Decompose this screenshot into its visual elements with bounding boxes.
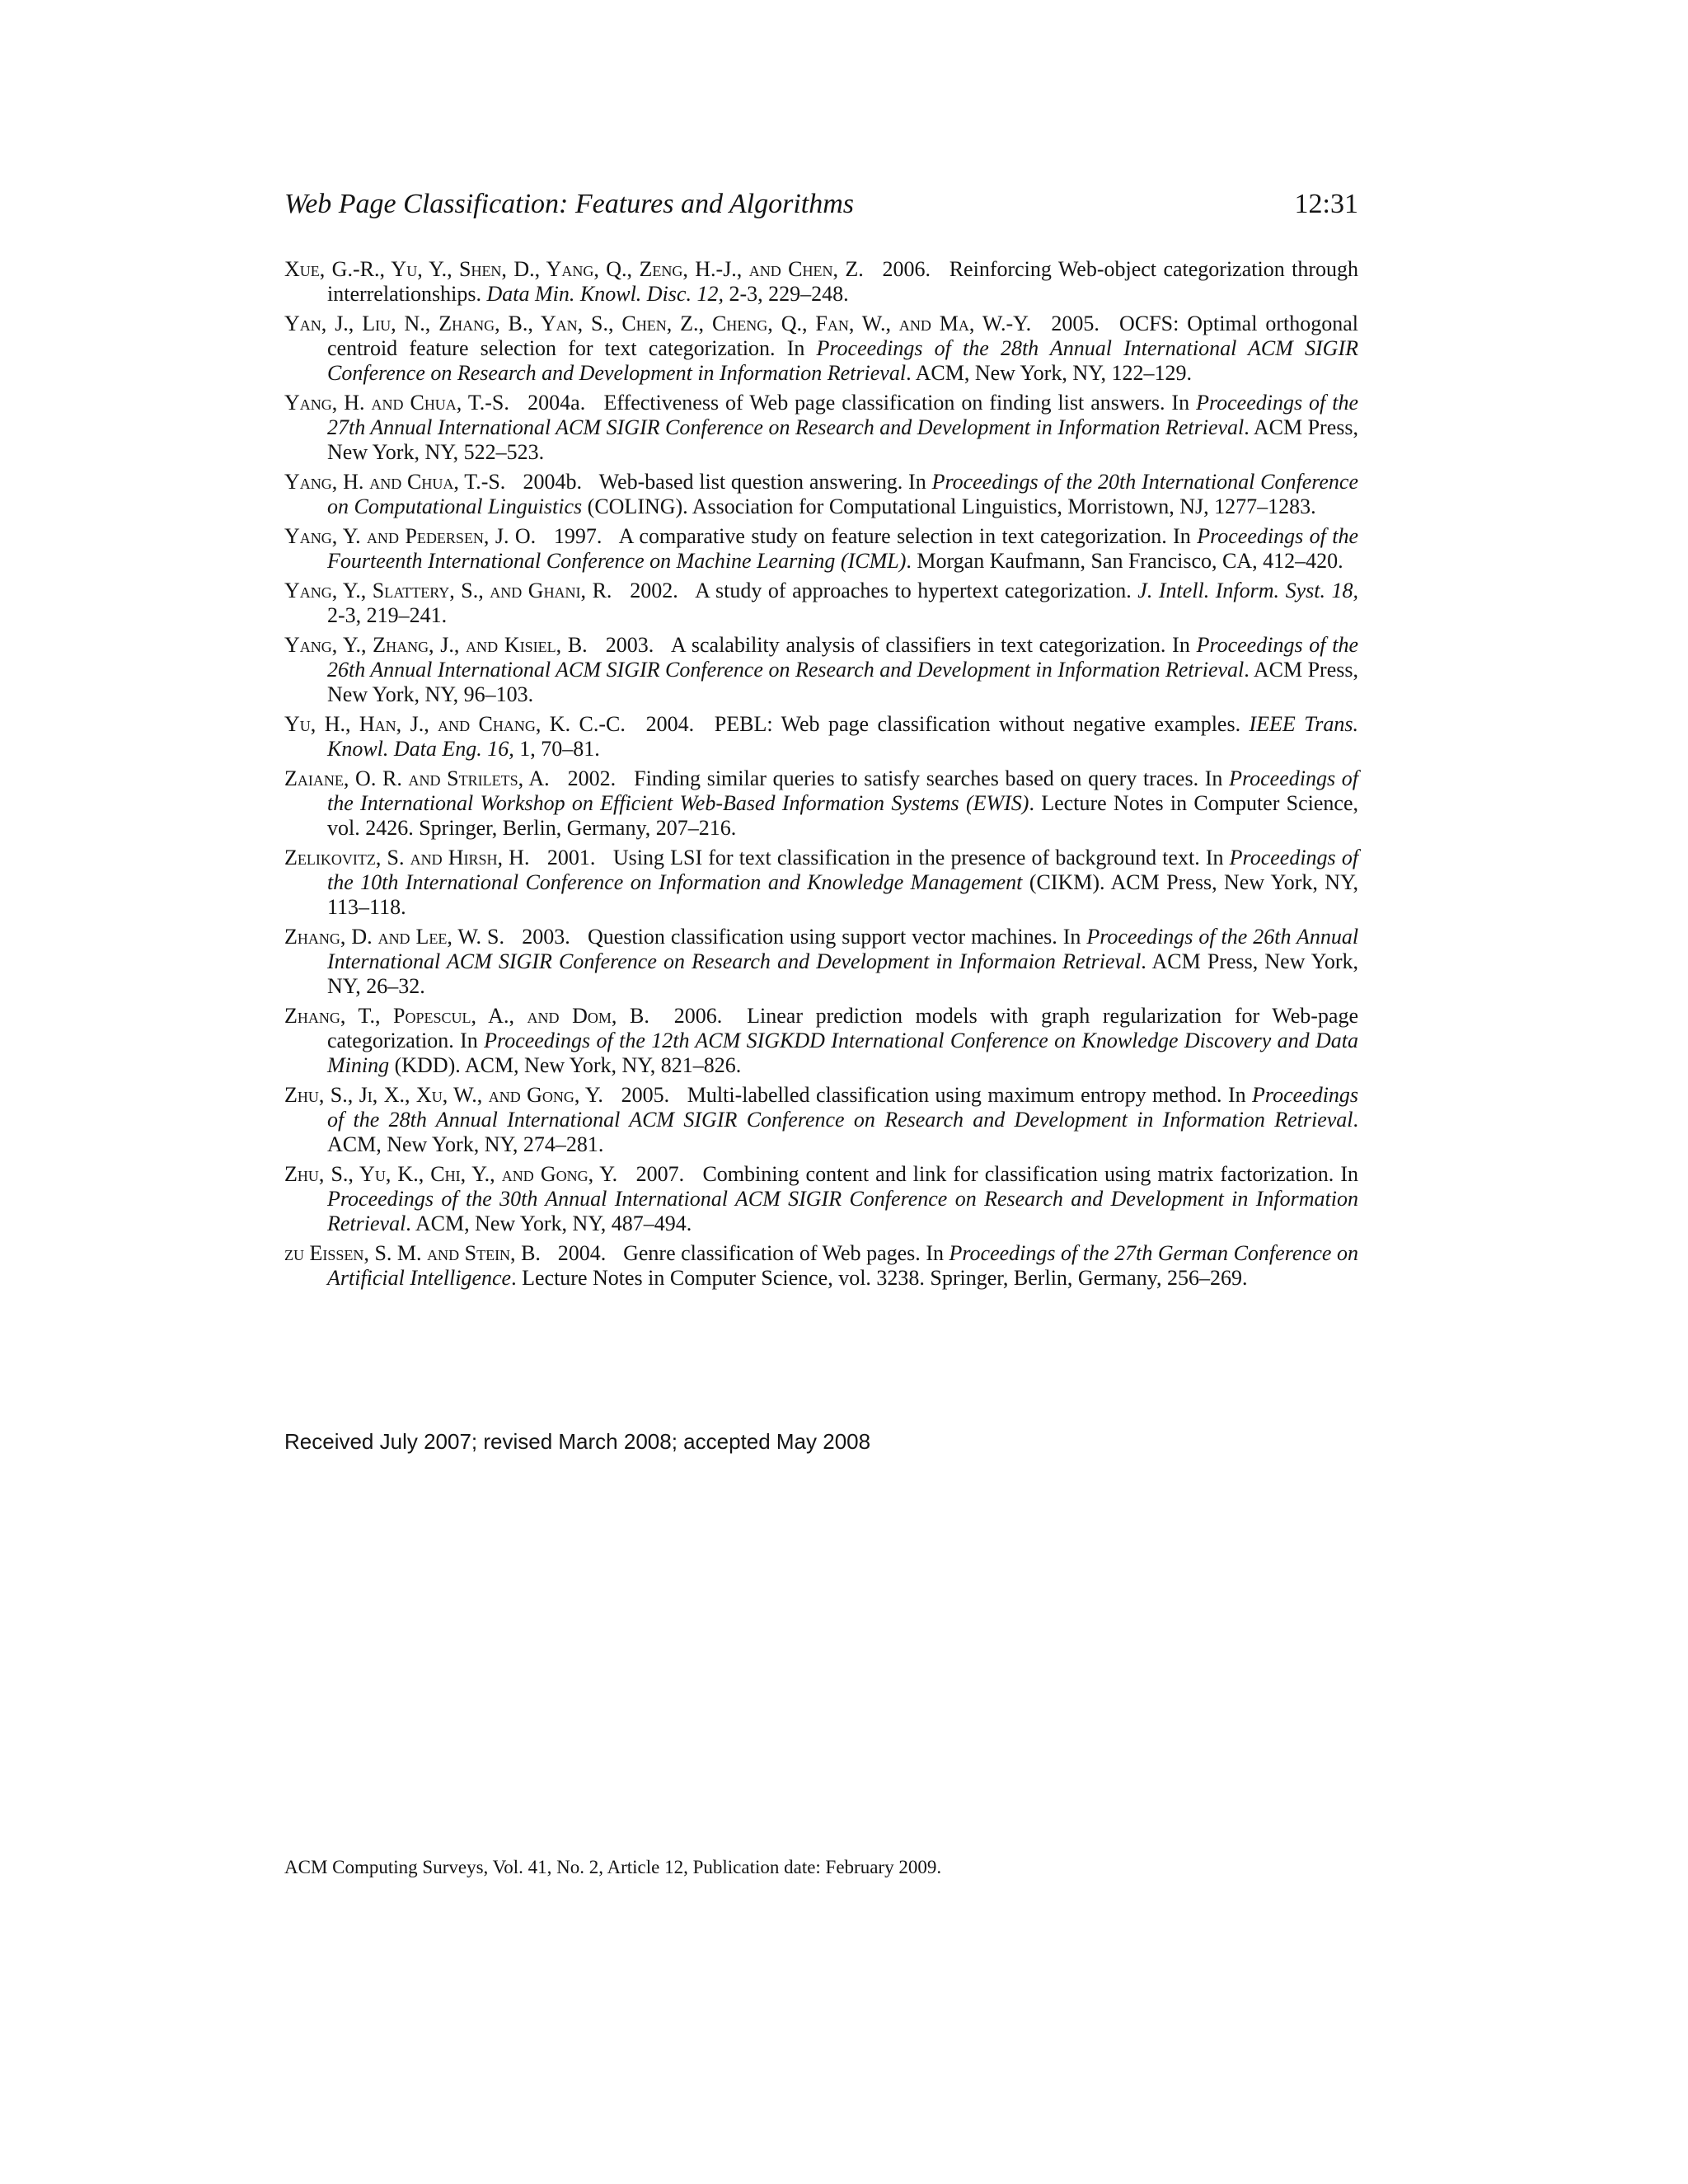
reference-venue: Proceedings of the 27th Annual International ACM SIGIR Conference on Research and Development in Information Retrieval [327,391,1359,439]
reference-text: OCFS: Optimal orthogonal centroid feature selection for text categorization. In [327,312,1359,360]
reference-year: 1997. [553,524,603,548]
reference-text: Finding similar queries to satisfy searches based on query traces. In [634,766,1223,790]
reference-text: Effectiveness of Web page classification on finding list answers. In [603,391,1190,415]
received-note: Received July 2007; revised March 2008; accepted May 2008 [284,1429,871,1454]
reference-year: 2002. [567,766,617,790]
reference-entry [284,257,1358,307]
reference-entry [284,1083,1358,1157]
reference-text: Question classification using support vector machines. In [587,925,1081,949]
reference-authors: Zhang, T., Popescul, A., and Dom, B. [284,1004,649,1028]
reference-year: 2007. [635,1162,685,1186]
reference-text: A comparative study on feature selection in text categorization. In [618,524,1191,548]
reference-tail: . ACM Press, New York, NY, 26–32. [327,949,1358,998]
reference-venue: Proceedings of the 26th Annual International ACM SIGIR Conference on Research and Development in Informaion Retrieval [327,925,1359,973]
reference-authors: Xue, G.-R., Yu, Y., Shen, D., Yang, Q., Zeng, H.-J., and Chen, Z. [284,257,864,281]
reference-entry [284,925,1358,999]
reference-year: 2001. [546,846,596,869]
reference-text: Linear prediction models with graph regularization for Web-page categorization. In [327,1004,1359,1052]
reference-entry [284,524,1358,574]
reference-authors: Yang, Y., Zhang, J., and Kisiel, B. [284,633,588,657]
reference-entry [284,712,1358,762]
reference-tail: . ACM Press, New York, NY, 522–523. [327,415,1358,464]
reference-year: 2004. [645,712,695,736]
reference-text: Genre classification of Web pages. In [623,1241,944,1265]
reference-entry [284,766,1358,841]
reference-text: Reinforcing Web-object categorization through interrelationships. [327,257,1359,306]
reference-authors: Zaiane, O. R. and Strilets, A. [284,766,550,790]
reference-venue: Data Min. Knowl. Disc. 12, [486,282,724,306]
reference-venue: IEEE Trans. Knowl. Data Eng. 16, [327,712,1358,761]
reference-venue: Proceedings of the Fourteenth International Conference on Machine Learning (ICML) [327,524,1359,573]
reference-year: 2003. [605,633,654,657]
reference-authors: Zhu, S., Ji, X., Xu, W., and Gong, Y. [284,1083,603,1107]
reference-tail: (COLING). Association for Computational Linguistics, Morristown, NJ, 1277–1283. [587,494,1316,518]
reference-tail: (KDD). ACM, New York, NY, 821–826. [394,1053,742,1077]
reference-entry [284,1004,1358,1078]
reference-authors: Yang, H. and Chua, T.-S. [284,470,506,494]
reference-venue: Proceedings of the 12th ACM SIGKDD International Conference on Knowledge Discovery and Data Mining [327,1029,1358,1077]
reference-venue: Proceedings of the 20th International Conference on Computational Linguistics [327,470,1359,518]
reference-entry [284,470,1358,519]
reference-tail: 2-3, 219–241. [327,603,448,627]
reference-tail: . ACM, New York, NY, 487–494. [406,1212,692,1235]
reference-authors: Yang, Y., Slattery, S., and Ghani, R. [284,579,612,602]
reference-year: 2004a. [528,391,586,415]
reference-venue: Proceedings of the 10th International Conference on Information and Knowledge Management [327,846,1359,894]
reference-venue: J. Intell. Inform. Syst. 18, [1137,579,1358,602]
reference-tail: 1, 70–81. [519,737,600,761]
reference-venue: Proceedings of the 28th Annual International ACM SIGIR Conference on Research and Development in Information Retrieval [327,1083,1359,1132]
page-number: 12:31 [1294,189,1358,219]
reference-authors: Yang, H. and Chua, T.-S. [284,391,509,415]
reference-text: Multi-labelled classification using maximum entropy method. In [687,1083,1246,1107]
reference-entry [284,1162,1358,1236]
reference-tail: . Morgan Kaufmann, San Francisco, CA, 412–420. [906,549,1343,573]
reference-authors: Yan, J., Liu, N., Zhang, B., Yan, S., Chen, Z., Cheng, Q., Fan, W., and Ma, W.-Y. [284,312,1032,335]
reference-year: 2005. [621,1083,670,1107]
reference-entry [284,312,1358,386]
reference-tail: . ACM, New York, NY, 122–129. [906,361,1193,385]
reference-year: 2003. [522,925,570,949]
reference-text: PEBL: Web page classification without negative examples. [714,712,1241,736]
reference-authors: Zelikovitz, S. and Hirsh, H. [284,846,530,869]
reference-venue: Proceedings of the 26th Annual International ACM SIGIR Conference on Research and Development in Information Retrieval [327,633,1358,682]
reference-authors: Zhu, S., Yu, K., Chi, Y., and Gong, Y. [284,1162,618,1186]
reference-text: Web-based list question answering. In [598,470,926,494]
reference-entry [284,579,1358,628]
reference-list [284,257,1358,1296]
reference-tail: . Lecture Notes in Computer Science, vol. 2426. Springer, Berlin, Germany, 207–216. [327,791,1358,840]
reference-year: 2002. [630,579,678,602]
reference-tail: 2-3, 229–248. [729,282,849,306]
reference-year: 2004. [557,1241,607,1265]
reference-tail: (CIKM). ACM Press, New York, NY, 113–118. [327,870,1359,919]
reference-year: 2005. [1051,312,1100,335]
reference-text: A study of approaches to hypertext categorization. [695,579,1132,602]
reference-text: Combining content and link for classification using matrix factorization. In [702,1162,1359,1186]
reference-authors: Zhang, D. and Lee, W. S. [284,925,504,949]
reference-venue: Proceedings of the International Workshop on Efficient Web-Based Information Systems (EWIS) [327,766,1359,815]
journal-footer: ACM Computing Surveys, Vol. 41, No. 2, Article 12, Publication date: February 2009. [284,1857,942,1877]
reference-authors: zu Eissen, S. M. and Stein, B. [284,1241,541,1265]
reference-year: 2006. [673,1004,723,1028]
reference-venue: Proceedings of the 30th Annual International ACM SIGIR Conference on Research and Development in Information Retrieval [327,1187,1358,1235]
reference-text: A scalability analysis of classifiers in text categorization. In [670,633,1190,657]
reference-authors: Yu, H., Han, J., and Chang, K. C.-C. [284,712,626,736]
reference-tail: . ACM Press, New York, NY, 96–103. [327,658,1358,706]
reference-authors: Yang, Y. and Pedersen, J. O. [284,524,537,548]
reference-entry [284,391,1358,465]
reference-entry [284,846,1358,920]
reference-tail: . Lecture Notes in Computer Science, vol. 3238. Springer, Berlin, Germany, 256–269. [511,1266,1248,1290]
reference-venue: Proceedings of the 27th German Conference on Artificial Intelligence [327,1241,1358,1290]
reference-text: Using LSI for text classification in the presence of background text. In [612,846,1224,869]
reference-year: 2006. [882,257,931,281]
reference-entry [284,633,1358,707]
reference-entry [284,1241,1358,1291]
reference-tail: . ACM, New York, NY, 274–281. [327,1108,1358,1156]
reference-year: 2004b. [523,470,582,494]
running-title: Web Page Classification: Features and Algorithms [284,189,854,219]
reference-venue: Proceedings of the 28th Annual International ACM SIGIR Conference on Research and Development in Information Retrieval [327,336,1358,385]
